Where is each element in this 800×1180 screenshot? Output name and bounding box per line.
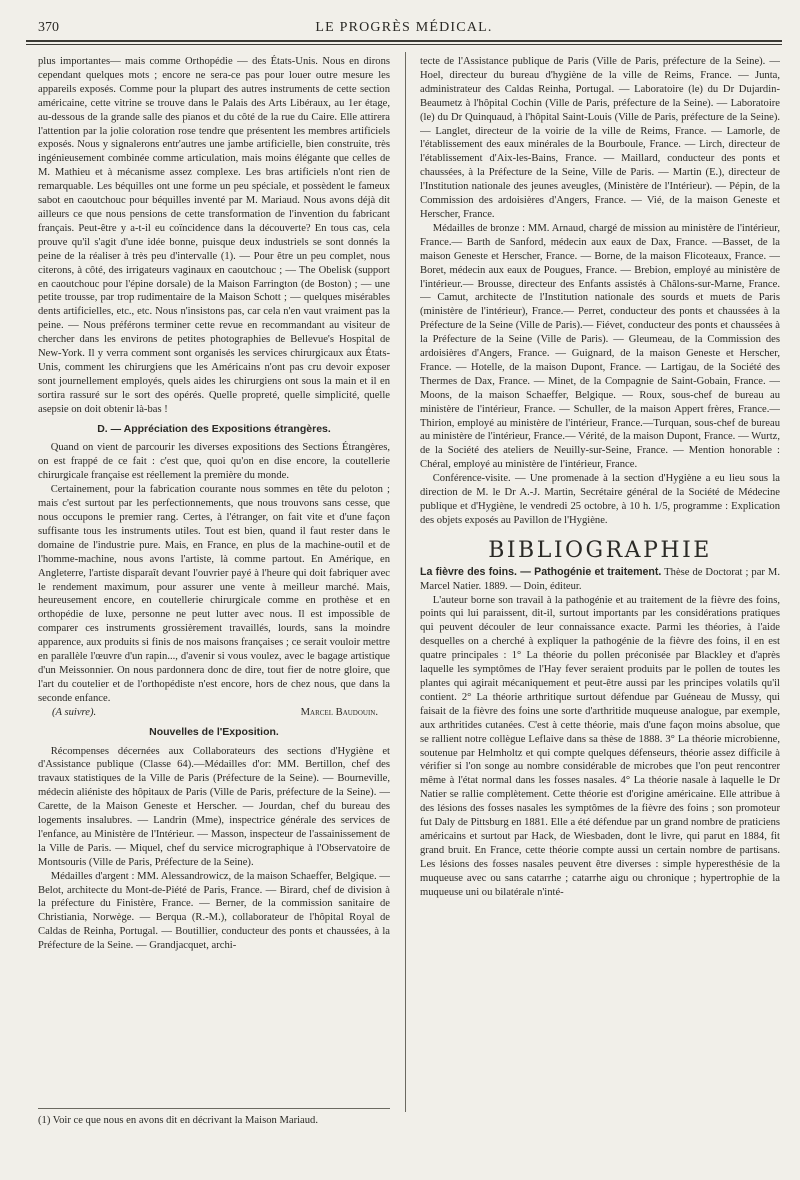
book-meta: Thèse de Doctorat ; par M. Marcel Natier. 1889. — Doin, éditeur.: [420, 566, 780, 592]
book-title: La fièvre des foins. — Pathogénie et traitement.: [420, 565, 662, 578]
right-column: [420, 55, 780, 1120]
article-signature: [38, 706, 390, 720]
running-title: LE PROGRÈS MÉDICAL.: [315, 20, 493, 35]
news-paragraph: Médailles d'argent : MM. Alessandrowicz, de la maison Schaeffer, Belgique. — Belot, architecte du Mont-de-Piété de Paris, France. — Birard, chef de division à la préfecture du Finistère, France. — Berner, de la commission sanitaire de Christiania, Norwège. — Berqua (R.-M.), collaborateur de l'hôpital Royal de Caldas de Reinha, Portugal. — Boutillier, conducteur des ponts et chaussées, à la Préfecture de la Seine. — Grandjacquet, archi-: [38, 870, 390, 952]
author-name: Marcel Baudouin.: [300, 706, 378, 718]
article-paragraph: Quand on vient de parcourir les diverses expositions des Sections Étrangères, on est frappé de ce fait : c'est que, quoi qu'on en dise encore, la coutellerie chirurgicale française est réellement la première du monde.: [38, 442, 390, 482]
to-be-continued: (A suivre).: [52, 706, 97, 718]
article-paragraph: Certainement, pour la fabrication courante nous sommes en tête du peloton ; mais c'est surtout par les perfectionnements, que nous trouvons sans cesse, que nous occupons le premier rang. Certes, à l'étranger, on fait vite et d'une façon suffisante tous les instruments utiles. Tout est bien, quand il faut rester dans le domaine de l'industrie pure. Mais, en France, en plus de la machine-outil et de l'homme-machine, nous avons l'artiste, là comme partout. En Amérique, en Angleterre, l'artiste disparaît devant l'ouvrier payé à l'heure qui doit fabriquer avec le rendement maximum, pour assurer une vente à meilleur marché. Mais, heureusement encore, en coutellerie chirurgicale comme en prothèse et en orthopédie de luxe, personne ne peut lutter avec nous. Il est impossible de comparer ces instruments grossièrement travaillés, lourds, sans la moindre apparence, aux produits si finis de nos maisons françaises ; ce serait vouloir mettre en parallèle l'œuvre d'un rapin..., d'avenir si vous voulez, avec le bagage artistique d'un Meissonnier. On nous pardonnera donc de dire, tout fier de notre gloire, que l'art du coutelier et de l'orthopédiste n'est encore, hors de chez nous, que dans la seconde enfance.: [38, 484, 390, 704]
header-rule-thin: [26, 44, 782, 45]
news-paragraph: Médailles de bronze : MM. Arnaud, chargé de mission au ministère de l'intérieur, France.— Barth de Sanford, médecin aux eaux de Dax, France. —Basset, de la maison Geneste et Herscher, France. — Borne, de la maison Flicoteaux, France. — Boret, médecin aux eaux de Pougues, France. — Brebion, employé au ministère de l'intérieur.— Brousse, directeur des Enfants assistés à Châlons-sur-Marne, France. — Camut, architecte de l'Institution nationale des sourds et muets de Paris (ministère de l'intérieur), France.— Perret, conducteur des ponts et chaussées à la Préfecture de la Seine (Ville de Paris).— Fiévet, conducteur des ponts et chaussées à la Préfecture de la Seine (Ville de Paris). — Gleumeau, de la Commission des ardoisières d'Angers, France. — Guignard, de la maison Geneste et Herscher, France. — Hotelle, de la maison Dupont, France. — Lartigau, de la Société des Thermes de Dax, France. — Minet, de la Compagnie de Saint-Gobain, France. — Moons, de la maison Schaeffer, Belgique. — Roux, sous-chef de bureau au ministère de l'intérieur, France. — Schuller, de la maison Appert frères, France.— Thirion, employé au ministère de l'intérieur, France.—Turquan, sous-chef de bureau au ministère de l'intérieur, France.— Vérité, de la maison Dupont, France. — Wurtz, de la Société des ateliers de Neuilly-sur-Seine, France. — Mention honorable : Chéral, employé au ministère de l'intérieur, France.: [420, 222, 780, 471]
bibliography-heading: BIBLIOGRAPHIE: [488, 537, 712, 563]
column-divider: [405, 52, 406, 1112]
news-paragraph: tecte de l'Assistance publique de Paris (Ville de Paris, préfecture de la Seine). — Hoel, directeur du bureau d'hygiène de la ville de Reims, France. — Junta, administrateur des Caldas Reinha, Portugal. — Laboratoire (le) du Dr Dujardin-Beaumetz à l'hôpital Cochin (Ville de Paris, préfecture de la Seine). — Laboratoire (le) du Dr Quinquaud, à l'hôpital Saint-Louis (Ville de Paris, préfecture de la Seine). — Langlet, directeur de la voirie de la ville de Reims, France. — Lamorle, de l'établissement des eaux minérales de la Bourboule, France. — Lirch, directeur de l'établissement d'Aix-les-Bains, France. — Maillard, conducteur des ponts et chaussées, à la Préfecture de la Seine, Ville de Paris. — Martin (E.), directeur de l'Institution nationale des jeunes aveugles, (Ministère de l'Intérieur). — Pépin, de la Commission des ardoisières d'Angers, France. — Vié, de la maison Geneste et Herscher, France.: [420, 56, 780, 220]
review-paragraph: L'auteur borne son travail à la pathogénie et au traitement de la fièvre des foins, points qui lui paraissent, dit-il, surtout importants par les considérations pratiques qui peuvent découler de leur connaissance exacte. Parmi les théories, à l'aide desquelles on a cherché à expliquer la pathogénie de la fièvre des foins, il en est quatre principales : 1° La théorie du pollen préconisée par Blackley et d'après laquelle les symptômes de l'Hay fever seraient produits par le pollen de toutes les plantes qui agirait mécaniquement et peut-être aussi par les principes volatils qu'il contient. 2° La théorie arthritique surtout défendue par Guéneau de Mussy, qui faisait de la fièvre des foins une sorte d'arthritide muqueuse analogue, par exemple, aux arthritides cutanées. C'est à cette théorie, mais d'une façon moins absolue, que se rallient notre collègue Leflaive dans sa thèse de 1888. 3° La théorie microbienne, soutenue par Helmholtz et qui compte quelques défenseurs, théorie assez difficile à vérifier si l'on songe au nombre considérable de microbes que l'on peut rencontrer même à l'état normal dans les fosses nasales. 4° La théorie nasale à laquelle le Dr Natier se rallie complètement. Cette théorie est d'origine américaine. Elle attribue à des lésions des fosses nasales les symptômes de la fièvre des foins ; son promoteur fut Daly de Pittsburg en 1881. Elle a été défendue par un grand nombre de praticiens américains et surtout par Hack, de Wiesbaden, dont le livre, qui parut en 1884, fit grand bruit. En France, cette théorie compte aussi un certain nombre de partisans. Les lésions des fosses nasales peuvent être diverses : simple hyperesthésie de la muqueuse avec ou sans catarrhe ; catarrhe aigu ou chronique ; hypertrophie de la muqueuse uni ou bilatérale n'inté-: [420, 594, 780, 898]
page-number: 370: [38, 20, 59, 35]
header-rule: [26, 40, 782, 42]
footnote: (1) Voir ce que nous en avons dit en décrivant la Maison Mariaud.: [38, 1108, 390, 1127]
news-paragraph: Conférence-visite. — Une promenade à la section d'Hygiène a eu lieu sous la direction de M. le Dr A.-J. Martin, Secrétaire général de la Société de Médecine publique et d'Hygiène, le vendredi 25 octobre, à 10 h. 1/5, programme : Explication des objets exposés au Pavillon de l'Hygiène.: [420, 473, 780, 526]
section-heading: Nouvelles de l'Exposition.: [149, 725, 279, 738]
section-heading: D. — Appréciation des Expositions étrangères.: [97, 422, 331, 435]
page-header: [26, 18, 782, 40]
article-paragraph: plus importantes— mais comme Orthopédie — des États-Unis. Nous en dirons cependant quelques mots ; encore ne sera-ce pas pour louer outre mesure les appareils exposés. Comme pour la plupart des autres instruments de cette section américaine, cette vitrine se trouve dans le Palais des Arts Libéraux, au 1er étage, au-dessous de la grande salle des pianos et du côté de la rue du Caire. Elle attirera l'attention par la jolie coloration rose tendre que présentent les membres artificiels exposés. Nous y signalerons entr'autres une jambe artificielle, bien construite, très ingénieusement combinée comme articulation, mais moins élégante que celles de M. Mathieu et à mécanisme assez complexe. Les bras artificiels n'ont rien de remarquable. Les béquilles ont une forme un peu spéciale, et possèdent le fameux sabot en caoutchouc pour béquilles inventé par M. Mariaud. Nous avons déjà dit ailleurs ce que nous pensions de cette transformation de l'invention du fabricant français. Peut-être y a-t-il eu coïncidence dans la découverte? En tous cas, cela prouve qu'il s'agit d'une idée bonne, puisque deux industriels se sont donnés la peine de la réaliser à très peu d'intervalle (1). — Pour être un peu complet, nous citerons, à côté, des irrigateurs vaginaux en caoutchouc ; — The Obelisk (support en caoutchouc pour l'épine dorsale) de la Maison Farrington (de Boston) ; — une petite trousse, par trop rudimentaire de la Maison Schott ; — quelques misérables dents artificielles, etc., etc. Nous n'insistons pas, car cela n'en vaut vraiment pas la peine. — Nous préférons terminer cette revue en recommandant au visiteur de chercher dans les environs de petites photographies de Bellevue's Hospital de New-York. Il y verra comment sont organisés les services chirurgicaux aux États-Unis, comment les chirurgiens que les Américains n'ont pas cru devoir exposer sont journellement employés, quels aides les chirurgiens ont sous la main et il en sortira rassuré sur le sort des opérés. Quelle propreté, quelle simplicité, quelle asepsie on doit obtenir là-bas !: [38, 56, 390, 415]
news-paragraph: Récompenses décernées aux Collaborateurs des sections d'Hygiène et d'Assistance publique (Classe 64).—Médailles d'or: MM. Bertillon, chef des travaux statistiques de la Ville de Paris (Préfecture de la Seine). — Bourneville, médecin aliéniste des hôpitaux de Paris (Ville de Paris, préfecture de la Seine). — Carette, de la Maison Geneste et Herscher. — Jourdan, chef du bureau des logements insalubres. — Landrin (Mme), inspectrice générale des services de l'enfance, au Ministère de l'Intérieur. — Masson, inspecteur de l'assainissement de la Ville de Paris. — Miquel, chef du service micrographique à l'Observatoire de Montsouris (Ville de Paris, Préfecture de la Seine).: [38, 745, 390, 868]
book-reference: [420, 566, 780, 594]
left-column: [38, 55, 390, 1120]
